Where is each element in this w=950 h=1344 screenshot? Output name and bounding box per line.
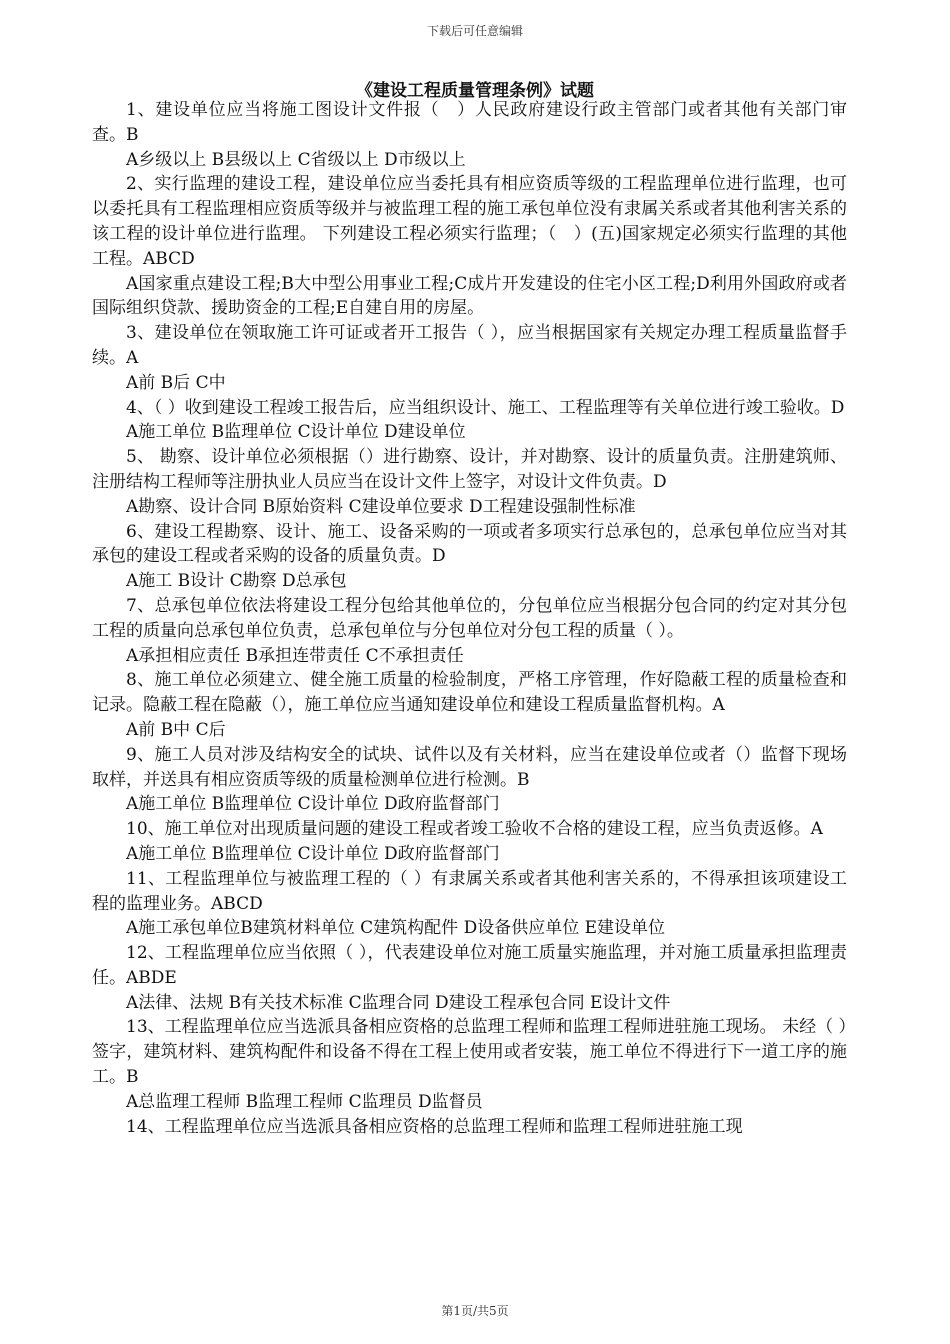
question-11: 11、工程监理单位与被监理工程的（ ）有隶属关系或者其他利害关系的，不得承担该项建设工程的监理业务。ABCD [92, 868, 847, 914]
question-3: 3、建设单位在领取施工许可证或者开工报告（ ），应当根据国家有关规定办理工程质量监督手续。A [92, 323, 847, 368]
options-1: A乡级以上 B县级以上 C省级以上 D市级以上 [126, 149, 466, 170]
question-14: 14、工程监理单位应当选派具备相应资格的总监理工程师和监理工程师进驻施工现 [126, 1116, 743, 1137]
question-6: 6、建设工程勘察、设计、施工、设备采购的一项或者多项实行总承包的，总承包单位应当对其承包的建设工程或者采购的设备的质量负责。D [92, 521, 847, 567]
question-9: 9、施工人员对涉及结构安全的试块、试件以及有关材料，应当在建设单位或者（）监督下现场取样，并送具有相应资质等级的质量检测单位进行检测。B [92, 744, 847, 790]
options-8: A前 B中 C后 [126, 719, 226, 740]
question-5: 5、 勘察、设计单位必须根据（）进行勘察、设计，并对勘察、设计的质量负责。注册建筑师、注册结构工程师等注册执业人员应当在设计文件上签字，对设计文件负责。D [92, 447, 847, 492]
document-title: 《建设工程质量管理条例》试题 [356, 81, 594, 101]
document-body [92, 98, 847, 1139]
options-10: A施工单位 B监理单位 C设计单位 D政府监督部门 [126, 843, 500, 864]
options-7: A承担相应责任 B承担连带责任 C不承担责任 [126, 645, 464, 666]
question-7: 7、总承包单位依法将建设工程分包给其他单位的，分包单位应当根据分包合同的约定对其分包工程的质量向总承包单位负责，总承包单位与分包单位对分包工程的质量（ ）。 [92, 595, 847, 641]
question-13: 13、工程监理单位应当选派具备相应资格的总监理工程师和监理工程师进驻施工现场。 未经（ ）签字，建筑材料、建筑构配件和设备不得在工程上使用或者安装，施工单位不得进行下一道工序的施工。B [92, 1017, 847, 1088]
question-2: 2、实行监理的建设工程，建设单位应当委托具有相应资质等级的工程监理单位进行监理，也可以委托具有工程监理相应资质等级并与被监理工程的施工承包单位没有隶属关系或者其他利害关系的该工程的设计单位进行监理。 下列建设工程必须实行监理；（ ）(五)国家规定必须实行监理的其他工程。ABCD [92, 174, 847, 269]
question-12: 12、工程监理单位应当依照（ ），代表建设单位对施工质量实施监理，并对施工质量承担监理责任。ABDE [92, 943, 847, 988]
question-1: 1、建设单位应当将施工图设计文件报（ ）人民政府建设行政主管部门或者其他有关部门审查。B [92, 100, 847, 145]
options-6: A施工 B设计 C勘察 D总承包 [126, 571, 347, 592]
options-3: A前 B后 C中 [126, 372, 226, 393]
page-footer: 第1页/共5页 [441, 1304, 509, 1318]
options-4: A施工单位 B监理单位 C设计单位 D建设单位 [126, 422, 466, 443]
options-2: A国家重点建设工程;B大中型公用事业工程;C成片开发建设的住宅小区工程;D利用外国政府或者国际组织贷款、援助资金的工程;E自建自用的房屋。 [92, 273, 847, 319]
page-header: 下载后可任意编辑 [426, 24, 523, 38]
options-13: A总监理工程师 B监理工程师 C监理员 D监督员 [126, 1091, 483, 1112]
options-5: A勘察、设计合同 B原始资料 C建设单位要求 D工程建设强制性标准 [126, 496, 636, 517]
question-10: 10、施工单位对出现质量问题的建设工程或者竣工验收不合格的建设工程，应当负责返修。A [126, 819, 823, 840]
question-4: 4、（ ）收到建设工程竣工报告后，应当组织设计、施工、工程监理等有关单位进行竣工验收。D [126, 397, 845, 418]
options-11: A施工承包单位B建筑材料单位 C建筑构配件 D设备供应单位 E建设单位 [126, 918, 666, 939]
options-12: A法律、法规 B有关技术标准 C监理合同 D建设工程承包合同 E设计文件 [126, 992, 671, 1013]
question-8: 8、施工单位必须建立、健全施工质量的检验制度，严格工序管理，作好隐蔽工程的质量检查和记录。隐蔽工程在隐蔽（），施工单位应当通知建设单位和建设工程质量监督机构。A [92, 670, 847, 716]
options-9: A施工单位 B监理单位 C设计单位 D政府监督部门 [126, 794, 500, 815]
